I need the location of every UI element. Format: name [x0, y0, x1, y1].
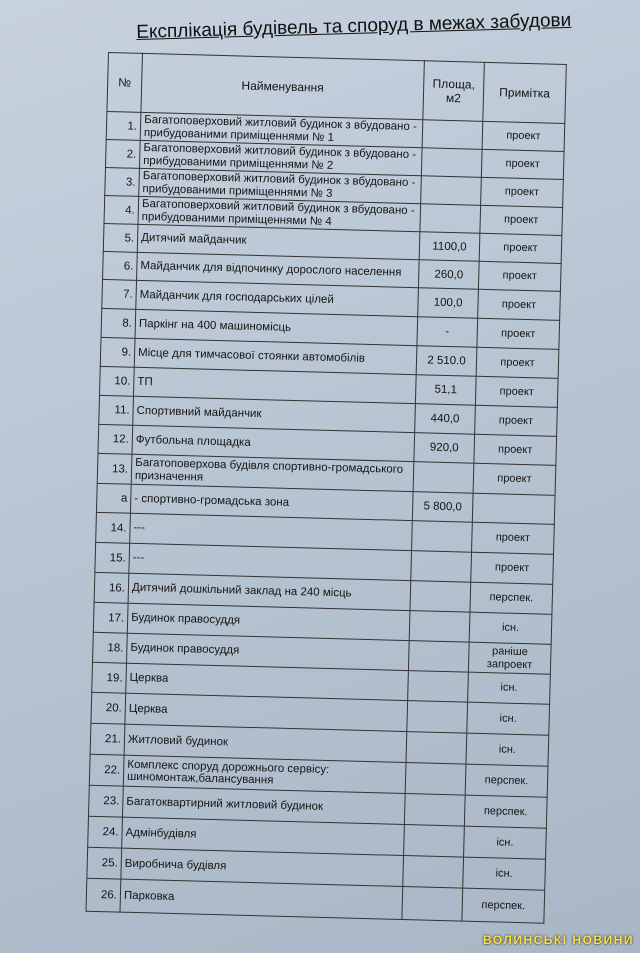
row-number: 22.: [89, 754, 124, 786]
row-note: проект: [475, 376, 558, 407]
row-number: 20.: [91, 692, 126, 724]
row-area: 1100,0: [419, 232, 480, 262]
row-note: проект: [472, 522, 555, 554]
row-number: 10.: [100, 366, 135, 396]
row-number: 1.: [106, 111, 141, 140]
row-name: ТП: [133, 367, 416, 403]
row-number: 18.: [93, 632, 128, 663]
row-area: 920,0: [414, 433, 475, 464]
row-name: Багатоповерхова будівля спортивно-громадського призначення: [131, 454, 414, 491]
row-note: проект: [479, 233, 562, 263]
row-number: 15.: [95, 542, 130, 573]
row-name: Будинок правосуддя: [127, 633, 410, 670]
row-number: 23.: [88, 785, 123, 817]
row-number: 25.: [87, 847, 122, 879]
row-note: проект: [473, 463, 556, 495]
row-number: 26.: [86, 878, 121, 912]
row-note: проект: [482, 121, 565, 151]
row-number: 5.: [103, 223, 138, 252]
row-area: [402, 887, 463, 922]
row-name: Місце для тимчасової стоянки автомобілів: [134, 338, 417, 374]
row-note: проект: [480, 205, 563, 235]
row-area: 5 800,0: [412, 492, 473, 523]
explication-table: [85, 52, 566, 924]
row-name: Виробнича будівля: [121, 848, 404, 886]
row-area: [421, 176, 482, 206]
row-note: перспек.: [465, 764, 548, 797]
row-number: 9.: [100, 337, 135, 367]
row-note: існ.: [468, 672, 551, 704]
table-container: [85, 52, 566, 924]
row-number: 14.: [96, 512, 131, 543]
row-area: 2 510.0: [416, 346, 477, 377]
row-number: 2.: [105, 139, 140, 168]
row-note: проект: [476, 347, 559, 378]
row-note: проект: [477, 318, 560, 349]
row-note: існ.: [469, 612, 552, 644]
header-name: Найменування: [141, 53, 424, 119]
row-area: [408, 671, 469, 703]
row-name: Багатоповерховий житловий будинок з вбудовано - прибудованими приміщеннями № 4: [138, 196, 421, 231]
row-name: Багатоповерховий житловий будинок з вбудовано - прибудованими приміщеннями № 1: [140, 112, 423, 147]
row-name: Комплекс споруд дорожнього сервісу: шиномонтаж,балансування: [123, 755, 406, 793]
header-note: Примітка: [483, 62, 567, 123]
row-area: [411, 551, 472, 583]
row-name: Багатоповерховий житловий будинок з вбудовано - прибудованими приміщеннями № 3: [139, 168, 422, 203]
row-note: перспек.: [470, 582, 553, 614]
row-area: [404, 825, 465, 858]
row-name: Адмінбудівля: [122, 817, 405, 855]
row-name: Футбольна площадка: [132, 425, 415, 461]
row-note: існ.: [464, 826, 547, 859]
row-number: 8.: [101, 308, 136, 338]
row-note: перспек.: [462, 888, 545, 923]
row-name: Парковка: [120, 879, 403, 919]
row-name: Майданчик для господарських цілей: [136, 280, 419, 316]
page-title: Експлікація будівель та споруд в межах забудови: [136, 9, 572, 43]
row-note: [472, 493, 555, 524]
row-number: 21.: [90, 723, 125, 755]
row-name: Житловий будинок: [124, 724, 407, 762]
row-note: проект: [475, 405, 558, 436]
row-name: ---: [129, 543, 412, 580]
row-number: 17.: [93, 602, 128, 633]
table-body: [86, 111, 565, 923]
row-area: [412, 521, 473, 553]
row-area: [406, 732, 467, 765]
row-area: [404, 794, 465, 827]
row-area: [421, 148, 482, 178]
row-number: 3.: [105, 167, 140, 196]
row-area: [422, 120, 483, 150]
row-area: 260,0: [418, 260, 479, 290]
row-note: проект: [471, 552, 554, 584]
row-area: 100,0: [418, 288, 479, 319]
row-note: існ.: [463, 857, 546, 890]
row-number: 16.: [94, 572, 129, 603]
row-number: 6.: [103, 251, 138, 280]
row-note: раніше запроект: [468, 642, 551, 674]
row-note: проект: [478, 261, 561, 291]
row-area: -: [417, 317, 478, 348]
header-no: №: [107, 53, 143, 113]
row-name: - спортивно-громадська зона: [130, 484, 413, 520]
row-area: [409, 611, 470, 643]
news-watermark: ВОЛИНСЬКІ НОВИНИ: [483, 933, 634, 947]
row-area: [407, 701, 468, 734]
row-note: проект: [474, 434, 557, 465]
row-number: 4.: [104, 195, 139, 224]
row-name: Церква: [126, 663, 409, 700]
row-number: 7.: [102, 279, 137, 309]
row-note: проект: [481, 177, 564, 207]
row-number: 19.: [92, 662, 127, 693]
row-area: [403, 856, 464, 889]
row-note: проект: [481, 149, 564, 179]
row-area: 440,0: [415, 404, 476, 435]
row-number: 24.: [88, 816, 123, 848]
row-name: Багатоквартирний житловий будинок: [122, 786, 405, 824]
row-note: існ.: [467, 702, 550, 735]
row-area: [408, 641, 469, 673]
row-area: 51,1: [415, 375, 476, 406]
row-note: існ.: [466, 733, 549, 766]
row-number: 12.: [98, 424, 133, 454]
row-area: [410, 581, 471, 613]
row-name: ---: [130, 513, 413, 550]
row-number: 11.: [99, 395, 134, 425]
row-name: Церква: [125, 693, 408, 731]
row-name: Спортивний майданчик: [133, 396, 416, 432]
row-note: проект: [478, 289, 561, 320]
row-name: Дитячий майданчик: [137, 224, 420, 259]
row-name: Майданчик для відпочинку дорослого населення: [137, 252, 420, 287]
row-name: Паркінг на 400 машиномісць: [135, 309, 418, 345]
row-note: перспек.: [464, 795, 547, 828]
row-name: Багатоповерховий житловий будинок з вбудовано - прибудованими приміщеннями № 2: [139, 140, 422, 175]
row-area: [413, 462, 474, 494]
row-name: Будинок правосуддя: [127, 603, 410, 640]
row-number: 13.: [97, 453, 132, 484]
row-area: [405, 763, 466, 796]
row-number: а: [96, 483, 131, 513]
row-area: [420, 204, 481, 234]
row-name: Дитячий дошкільний заклад на 240 місць: [128, 573, 411, 610]
header-area: Площа, м2: [423, 61, 485, 122]
